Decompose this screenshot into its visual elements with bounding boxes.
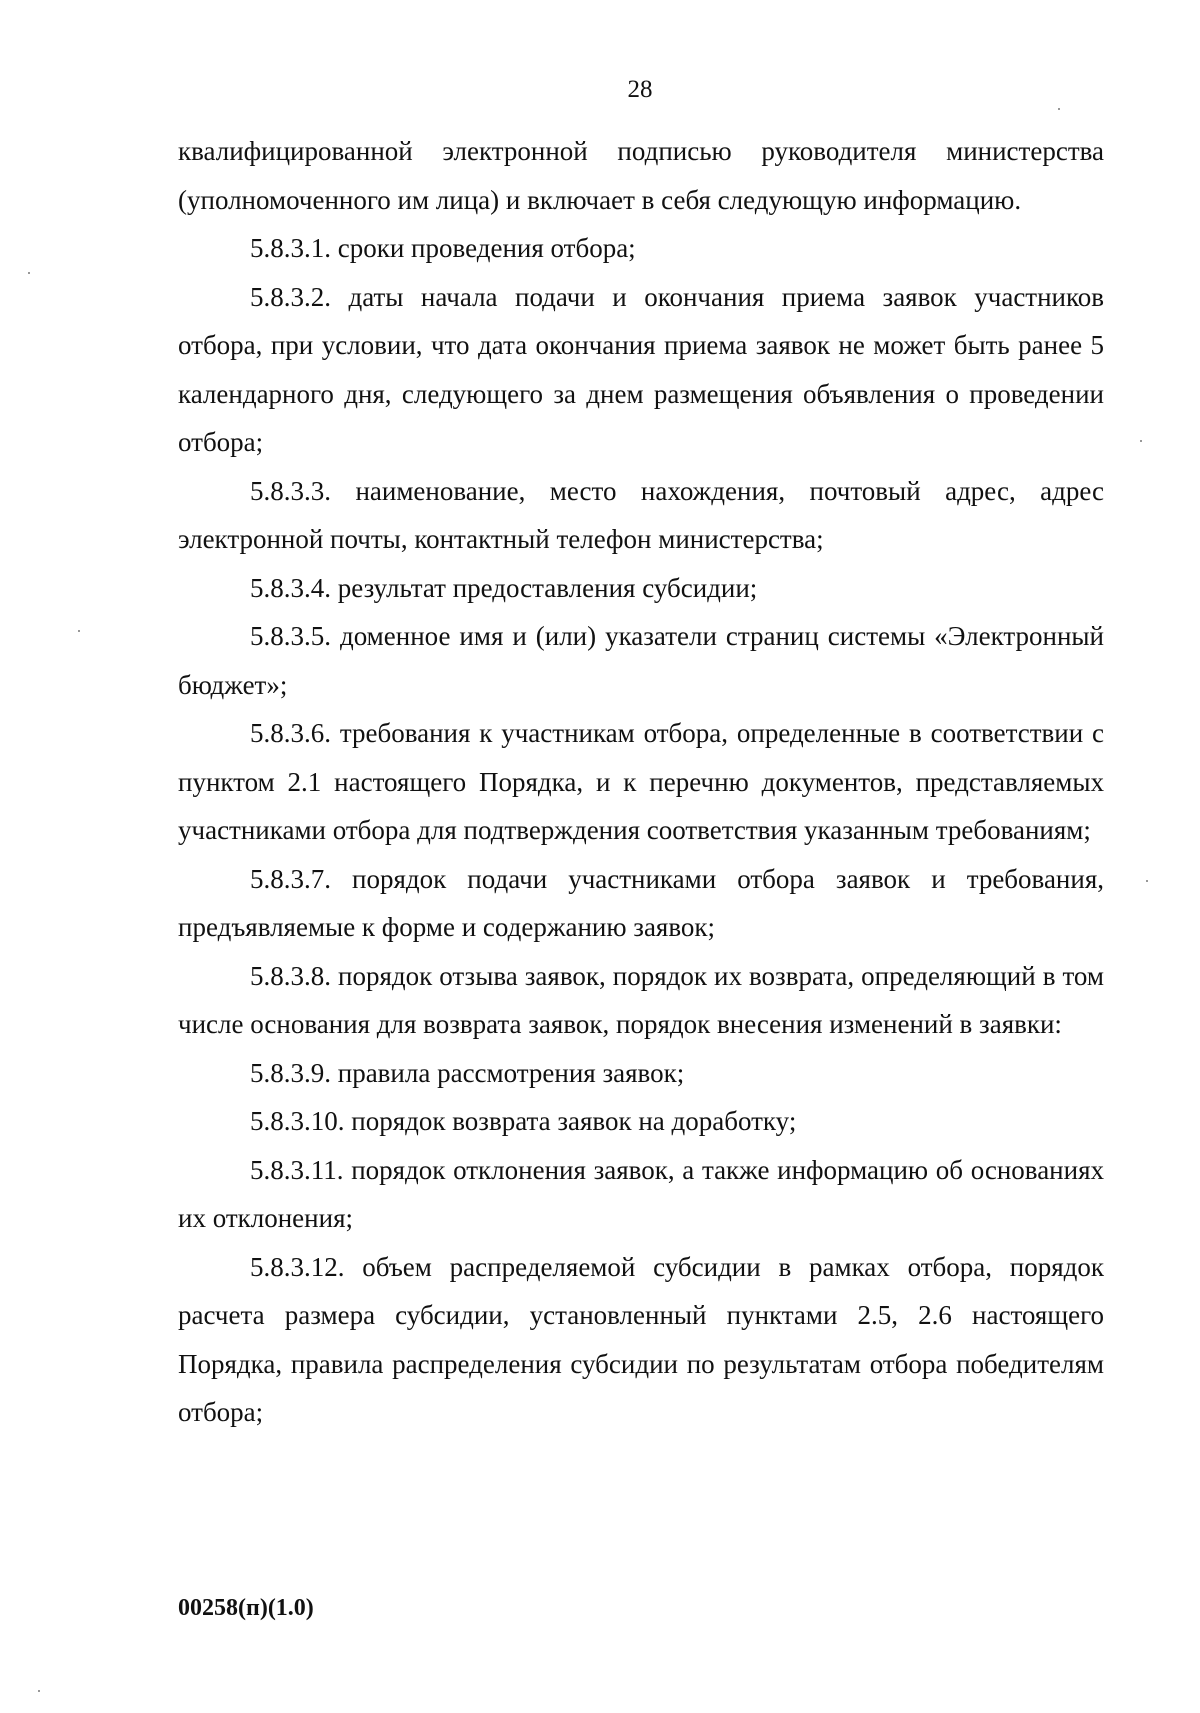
- document-body: [178, 127, 1104, 1437]
- scan-speck: [38, 1690, 40, 1692]
- document-code: 00258(п)(1.0): [178, 1595, 314, 1621]
- paragraph-5-8-3-7: 5.8.3.7. порядок подачи участниками отбора заявок и требования, предъявляемые к форме и содержанию заявок;: [178, 863, 1104, 942]
- scan-speck: [28, 272, 30, 274]
- paragraph-5-8-3-2: 5.8.3.2. даты начала подачи и окончания приема заявок участников отбора, при условии, что дата окончания приема заявок не может быть ранее 5 календарного дня, следующего за днем размещения объявления о проведении отбора;: [178, 281, 1104, 457]
- paragraph-5-8-3-11: 5.8.3.11. порядок отклонения заявок, а также информацию об основаниях их отклонения;: [178, 1154, 1104, 1233]
- scan-speck: [78, 630, 80, 632]
- paragraph-intro: квалифицированной электронной подписью руководителя министерства (уполномоченного им лица) и включает в себя следующую информацию.: [178, 136, 1104, 215]
- scan-speck: [1140, 440, 1142, 442]
- paragraph-5-8-3-9: 5.8.3.9. правила рассмотрения заявок;: [250, 1057, 685, 1088]
- paragraph-5-8-3-12: 5.8.3.12. объем распределяемой субсидии в рамках отбора, порядок расчета размера субсидии, установленный пунктами 2.5, 2.6 настоящего Порядка, правила распределения субсидии по результатам отбора победителям отбора;: [178, 1251, 1104, 1427]
- page-number: 28: [627, 76, 653, 103]
- paragraph-5-8-3-8: 5.8.3.8. порядок отзыва заявок, порядок их возврата, определяющий в том числе основания для возврата заявок, порядок внесения изменений в заявки:: [178, 960, 1104, 1039]
- paragraph-5-8-3-4: 5.8.3.4. результат предоставления субсидии;: [250, 572, 758, 603]
- paragraph-5-8-3-6: 5.8.3.6. требования к участникам отбора, определенные в соответствии с пунктом 2.1 настоящего Порядка, и к перечню документов, представляемых участниками отбора для подтверждения соответствия указанным требованиям;: [178, 718, 1104, 845]
- paragraph-5-8-3-10: 5.8.3.10. порядок возврата заявок на доработку;: [250, 1106, 797, 1136]
- scan-speck: [1146, 880, 1148, 882]
- scan-speck: [1058, 108, 1060, 110]
- paragraph-5-8-3-3: 5.8.3.3. наименование, место нахождения, почтовый адрес, адрес электронной почты, контактный телефон министерства;: [178, 475, 1104, 554]
- paragraph-5-8-3-5: 5.8.3.5. доменное имя и (или) указатели страниц системы «Электронный бюджет»;: [178, 621, 1104, 700]
- paragraph-5-8-3-1: 5.8.3.1. сроки проведения отбора;: [250, 233, 636, 263]
